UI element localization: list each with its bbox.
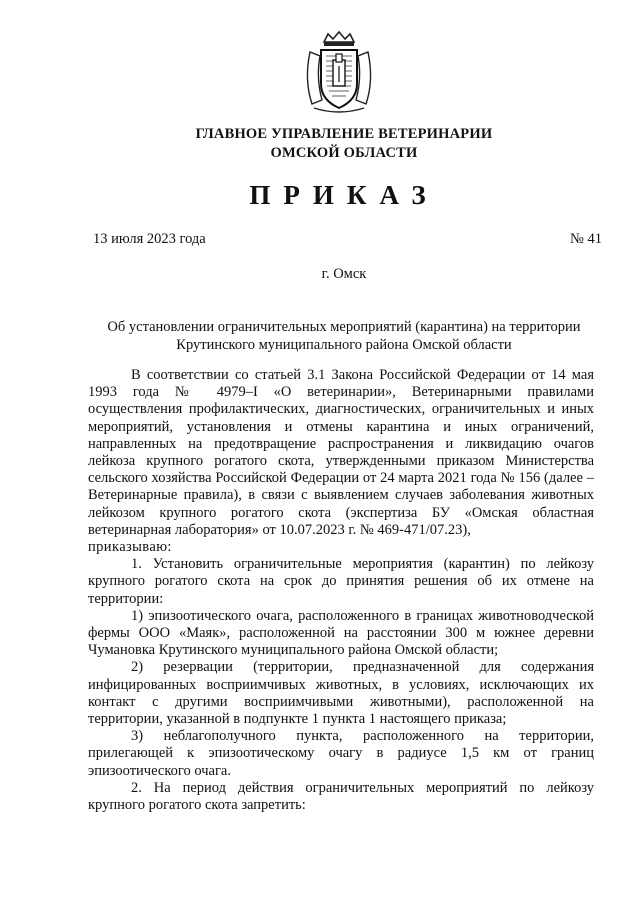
item-2-paragraph: 2. На период действия ограничительных мероприятий по лейкозу крупного рогатого скота запретить: bbox=[88, 779, 594, 814]
subject-line1: Об установлении ограничительных мероприятий (карантина) на территории bbox=[107, 319, 581, 335]
organization-name-line1: ГЛАВНОЕ УПРАВЛЕНИЕ ВЕТЕРИНАРИИ bbox=[195, 126, 493, 142]
order-word: приказываю: bbox=[88, 539, 172, 556]
coat-of-arms-icon bbox=[302, 30, 376, 114]
document-number: № 41 bbox=[570, 231, 602, 247]
preamble-paragraph: В соответствии со статьей 3.1 Закона Российской Федерации от 14 мая 1993 года № 4979–I «О ветеринарии», Ветеринарными правилами осуществления профилактических, диагностических, ограничительных и иных мероприятий, установления и отмены карантина и иных ограничений, направленных на предотвращение распространения и ликвидацию очагов лейкоза крупного рогатого скота, утвержденными приказом Министерства сельского хозяйства Российской Федерации от 24 марта 2021 года № 156 (далее – Ветеринарные правила), в связи с выявлением случаев заболевания животных лейкозом крупного рогатого скота (экспертиза БУ «Омская областная ветеринарная лаборатория» от 10.07.2023 г. № 469-471/07.23), bbox=[88, 367, 594, 538]
document-date: 13 июля 2023 года bbox=[93, 231, 206, 247]
item-1-paragraph: 1. Установить ограничительные мероприятия (карантин) по лейкозу крупного рогатого скота на срок до принятия решения об их отмене на территории: bbox=[88, 556, 594, 607]
subject-line2: Крутинского муниципального района Омской области bbox=[176, 337, 512, 353]
item-1-2-paragraph: 2) резервации (территории, предназначенной для содержания инфицированных восприимчивых животных, в условиях, исключающих их контакт с другими восприимчивыми животными), расположенной на территории, указанной в подпункте 1 пункта 1 настоящего приказа; bbox=[88, 659, 594, 728]
item-1-1-paragraph: 1) эпизоотического очага, расположенного в границах животноводческой фермы ООО «Маяк», расположенной на расстоянии 300 м южнее деревни Чумановка Крутинского муниципального района Омской области; bbox=[88, 607, 594, 659]
item-1-3-paragraph: 3) неблагополучного пункта, расположенного на территории, прилегающей к эпизоотическому очагу в радиусе 1,5 км от границ эпизоотического очага. bbox=[88, 728, 594, 779]
document-subject bbox=[94, 318, 594, 354]
document-city: г. Омск bbox=[321, 266, 367, 282]
document-body bbox=[88, 367, 594, 814]
organization-name-line2: ОМСКОЙ ОБЛАСТИ bbox=[270, 145, 418, 161]
document-type-title: ПРИКАЗ bbox=[249, 180, 439, 210]
